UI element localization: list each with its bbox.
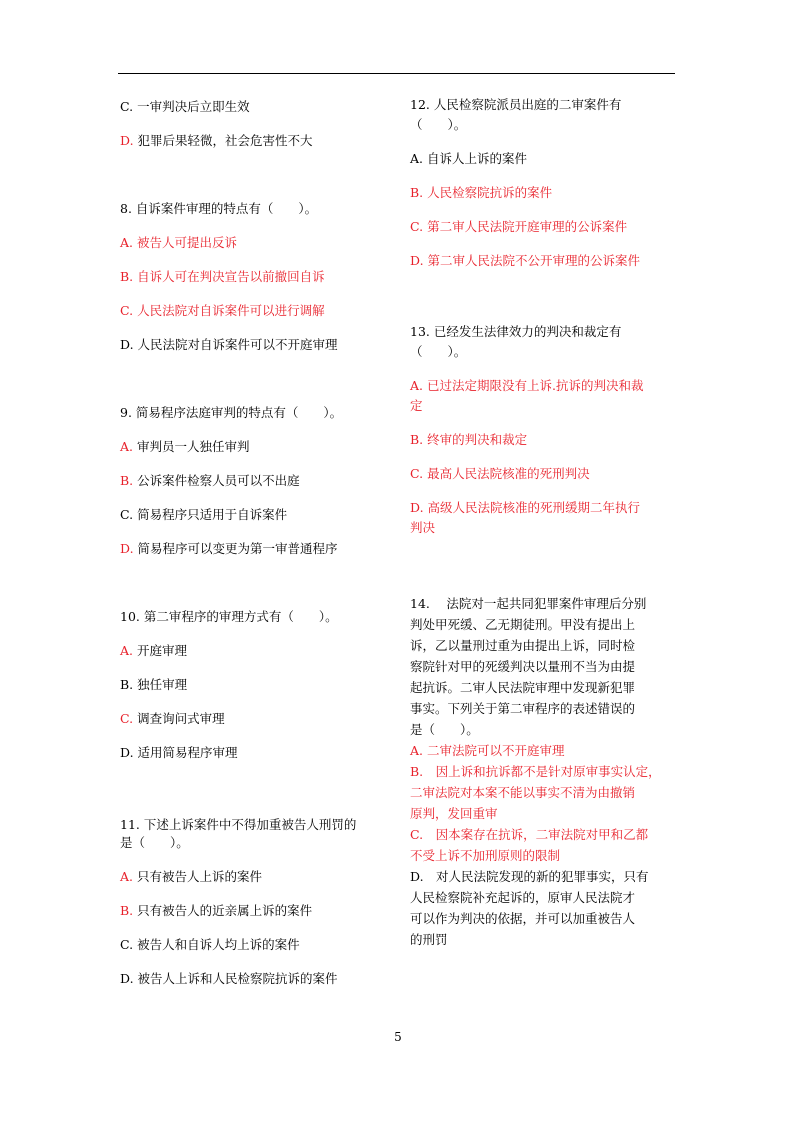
page-number: 5 bbox=[394, 1030, 402, 1044]
right-line-9: A. 已过法定期限没有上诉.抗诉的判决和裁 bbox=[410, 378, 644, 393]
right-line-2: （ ）。 bbox=[410, 117, 467, 132]
left-line-19: 是（ ）。 bbox=[120, 835, 189, 850]
right-line-3: A. 自诉人上诉的案件 bbox=[410, 151, 527, 166]
left-line-12: D. 简易程序可以变更为第一审普通程序 bbox=[120, 541, 338, 556]
right-line-4: B. 人民检察院抗诉的案件 bbox=[410, 185, 553, 200]
option-letter: A. bbox=[120, 869, 134, 884]
left-line-10: B. 公诉案件检察人员可以不出庭 bbox=[120, 473, 300, 488]
left-line-6: C. 人民法院对自诉案件可以进行调解 bbox=[120, 303, 325, 318]
right-line-30: 可以作为判决的依据，并可以加重被告人 bbox=[410, 911, 636, 926]
left-line-15: B. 独任审理 bbox=[120, 677, 188, 692]
left-line-14: A. 开庭审理 bbox=[120, 643, 187, 658]
right-line-18: 察院针对甲的死缓判决以量刑不当为由提 bbox=[410, 659, 636, 674]
left-line-3: 8. 自诉案件审理的特点有（ ）。 bbox=[120, 201, 318, 216]
right-line-26: C. 因本案存在抗诉，二审法院对甲和乙都 bbox=[410, 827, 649, 842]
right-line-1: 12. 人民检察院派员出庭的二审案件有 bbox=[410, 97, 622, 112]
right-line-8: （ ）。 bbox=[410, 344, 467, 359]
option-letter: B. bbox=[120, 903, 134, 918]
left-line-13: 10. 第二审程序的审理方式有（ ）。 bbox=[120, 609, 338, 624]
right-line-24: 二审法院对本案不能以事实不清为由撤销 bbox=[410, 785, 636, 800]
right-line-19: 起抗诉。二审人民法院审理中发现新犯罪 bbox=[410, 680, 636, 695]
left-line-20: A. 只有被告人上诉的案件 bbox=[120, 869, 262, 884]
right-line-13: D. 高级人民法院核准的死刑缓期二年执行 bbox=[410, 500, 641, 515]
right-line-29: 人民检察院补充起诉的，原审人民法院才 bbox=[410, 890, 636, 905]
left-line-9: A. 审判员一人独任审判 bbox=[120, 439, 250, 454]
option-letter: D. bbox=[120, 133, 134, 148]
right-line-10: 定 bbox=[410, 398, 423, 413]
right-line-11: B. 终审的判决和裁定 bbox=[410, 432, 528, 447]
option-letter: D. bbox=[120, 541, 134, 556]
left-line-1: C. 一审判决后立即生效 bbox=[120, 99, 250, 114]
option-letter: A. bbox=[120, 643, 134, 658]
right-line-5: C. 第二审人民法院开庭审理的公诉案件 bbox=[410, 219, 628, 234]
header-rule bbox=[118, 73, 675, 74]
left-line-11: C. 简易程序只适用于自诉案件 bbox=[120, 507, 288, 522]
left-line-2: D. 犯罪后果轻微，社会危害性不大 bbox=[120, 133, 313, 148]
left-line-5: B. 自诉人可在判决宣告以前撤回自诉 bbox=[120, 269, 325, 284]
left-line-4: A. 被告人可提出反诉 bbox=[120, 235, 237, 250]
right-line-21: 是（ ）。 bbox=[410, 722, 479, 737]
right-line-7: 13. 已经发生法律效力的判决和裁定有 bbox=[410, 324, 622, 339]
right-line-23: B. 因上诉和抗诉都不是针对原审事实认定， bbox=[410, 764, 661, 779]
left-line-8: 9. 简易程序法庭审判的特点有（ ）。 bbox=[120, 405, 343, 420]
right-line-12: C. 最高人民法院核准的死刑判决 bbox=[410, 466, 590, 481]
option-letter: B. bbox=[120, 473, 134, 488]
right-line-22: A. 二审法院可以不开庭审理 bbox=[410, 743, 565, 758]
right-line-20: 事实。下列关于第二审程序的表述错误的 bbox=[410, 701, 636, 716]
right-line-28: D. 对人民法院发现的新的犯罪事实，只有 bbox=[410, 869, 649, 884]
left-line-17: D. 适用简易程序审理 bbox=[120, 745, 238, 760]
option-letter: C. bbox=[120, 711, 134, 726]
left-line-18: 11. 下述上诉案件中不得加重被告人刑罚的 bbox=[120, 817, 357, 832]
right-line-15: 14. 法院对一起共同犯罪案件审理后分别 bbox=[410, 596, 647, 611]
left-line-16: C. 调查询问式审理 bbox=[120, 711, 225, 726]
right-line-27: 不受上诉不加刑原则的限制 bbox=[410, 848, 561, 863]
right-line-16: 判处甲死缓、乙无期徒刑。甲没有提出上 bbox=[410, 617, 636, 632]
right-line-31: 的刑罚 bbox=[410, 932, 448, 947]
right-line-17: 诉，乙以量刑过重为由提出上诉，同时检 bbox=[410, 638, 636, 653]
right-line-6: D. 第二审人民法院不公开审理的公诉案件 bbox=[410, 253, 641, 268]
option-letter: A. bbox=[120, 439, 134, 454]
left-line-7: D. 人民法院对自诉案件可以不开庭审理 bbox=[120, 337, 338, 352]
left-line-22: C. 被告人和自诉人均上诉的案件 bbox=[120, 937, 300, 952]
left-line-21: B. 只有被告人的近亲属上诉的案件 bbox=[120, 903, 313, 918]
right-line-14: 判决 bbox=[410, 520, 436, 535]
right-line-25: 原判，发回重审 bbox=[410, 806, 498, 821]
left-line-23: D. 被告人上诉和人民检察院抗诉的案件 bbox=[120, 971, 338, 986]
